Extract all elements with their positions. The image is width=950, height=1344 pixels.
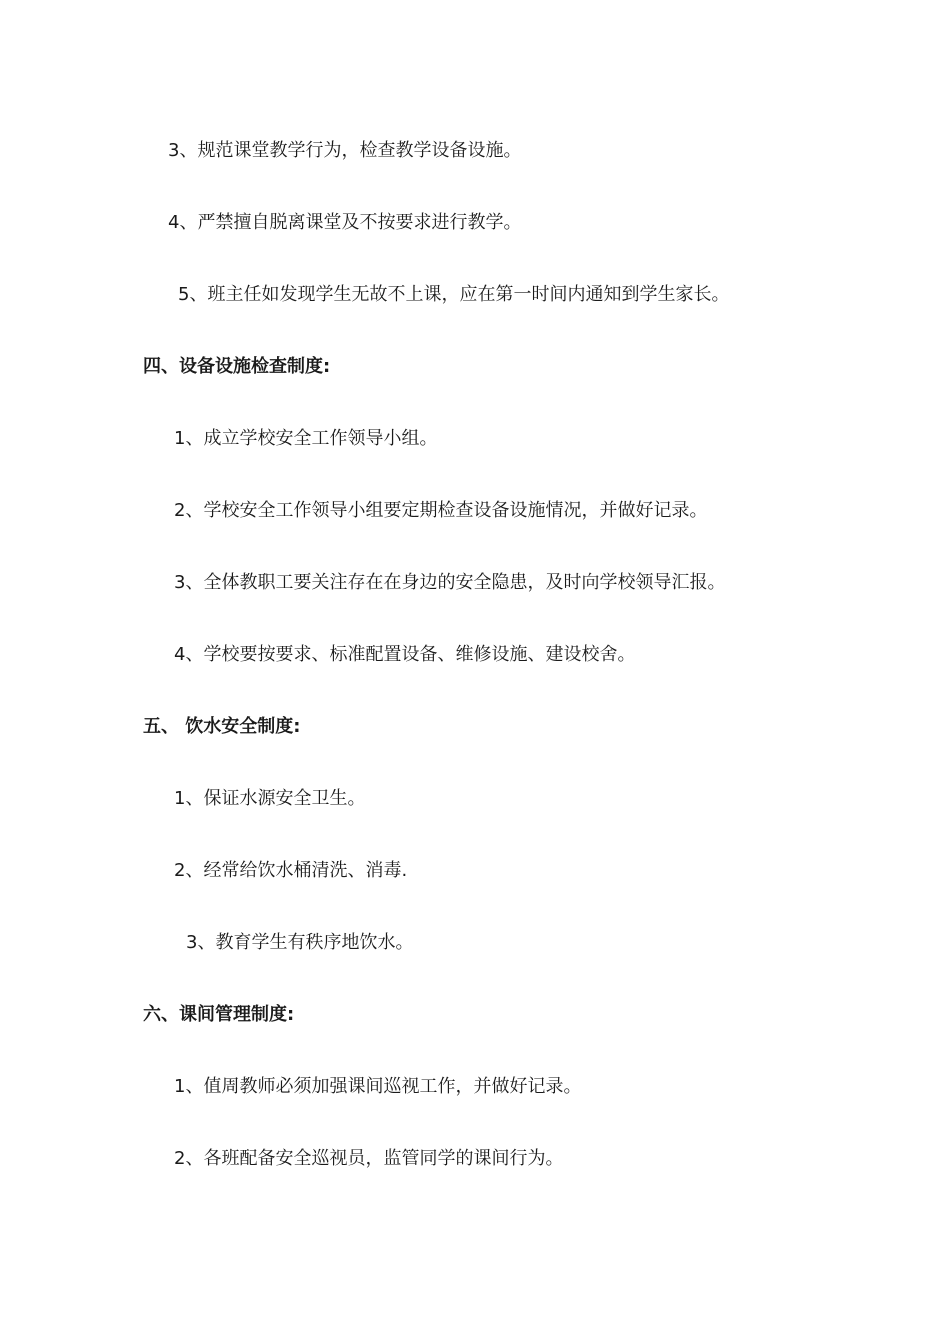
rule-item-equipment-2: 2、学校安全工作领导小组要定期检查设备设施情况，并做好记录。 xyxy=(174,500,708,521)
rule-item-water-1: 1、保证水源安全卫生。 xyxy=(174,788,366,809)
rule-item-water-3: 3、教育学生有秩序地饮水。 xyxy=(186,932,414,953)
rule-item-equipment-1: 1、成立学校安全工作领导小组。 xyxy=(174,428,438,449)
section-heading-water: 五、 饮水安全制度: xyxy=(143,716,301,737)
section-heading-equipment: 四、设备设施检查制度: xyxy=(143,356,331,377)
rule-item-water-2: 2、经常给饮水桶清洗、消毒. xyxy=(174,860,408,881)
section-heading-break: 六、课间管理制度: xyxy=(143,1004,295,1025)
rule-item-equipment-4: 4、学校要按要求、标准配置设备、维修设施、建设校舍。 xyxy=(174,644,636,665)
rule-item-classroom-5: 5、班主任如发现学生无故不上课，应在第一时间内通知到学生家长。 xyxy=(178,284,730,305)
rule-item-classroom-4: 4、严禁擅自脱离课堂及不按要求进行教学。 xyxy=(168,212,522,233)
rule-item-classroom-3: 3、规范课堂教学行为，检查教学设备设施。 xyxy=(168,140,522,161)
rule-item-break-1: 1、值周教师必须加强课间巡视工作，并做好记录。 xyxy=(174,1076,582,1097)
rule-item-break-2: 2、各班配备安全巡视员，监管同学的课间行为。 xyxy=(174,1148,564,1169)
rule-item-equipment-3: 3、全体教职工要关注存在在身边的安全隐患，及时向学校领导汇报。 xyxy=(174,572,726,593)
